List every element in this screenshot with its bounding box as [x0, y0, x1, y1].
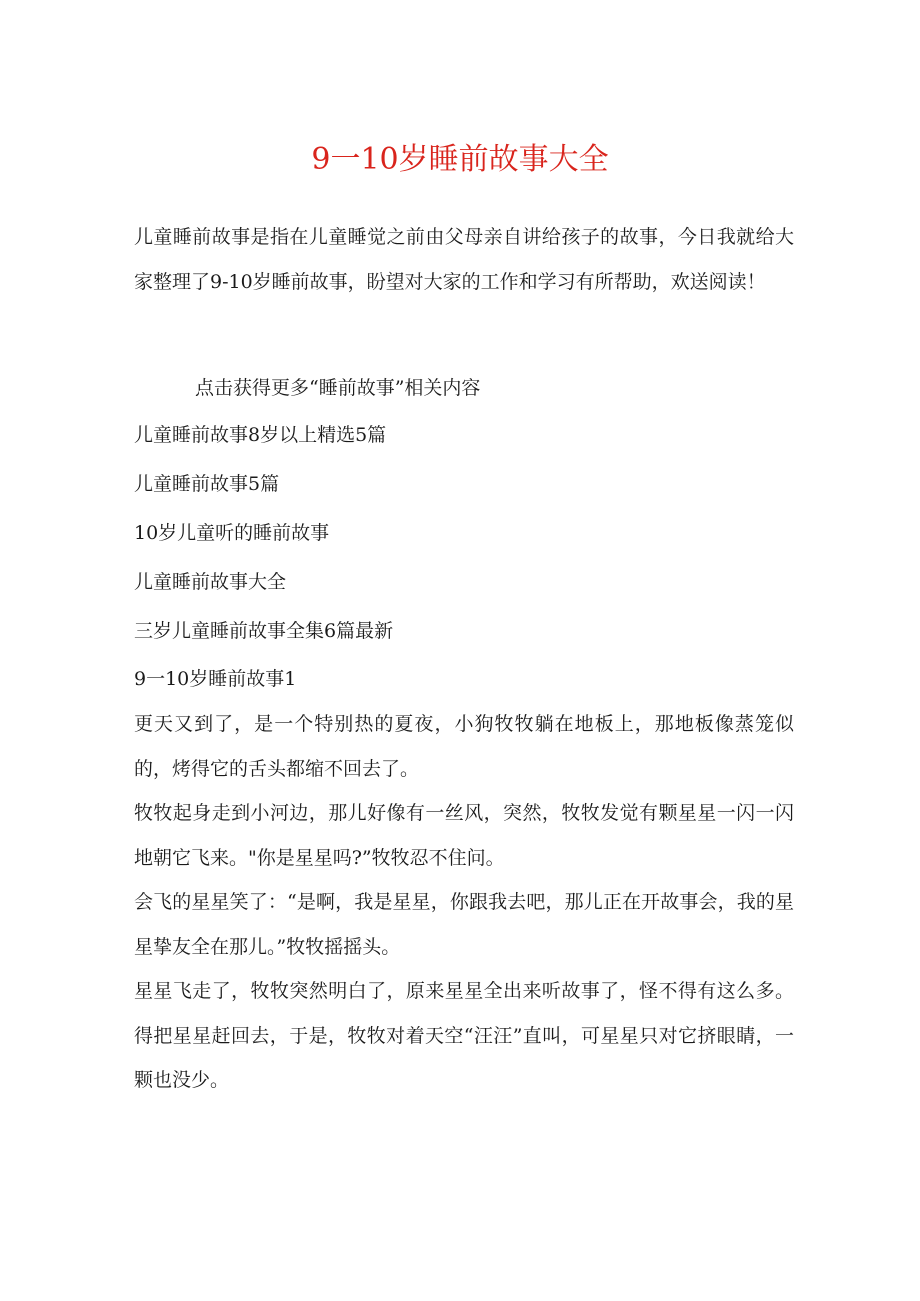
related-link[interactable]: 三岁儿童睡前故事全集6篇最新: [134, 620, 394, 642]
story-paragraph: 会飞的星星笑了：“是啊，我是星星，你跟我去吧，那儿正在开故事会，我的星星挚友全在那儿。”牧牧摇摇头。: [134, 891, 794, 958]
related-links-list: [134, 411, 794, 656]
document-body: [134, 215, 794, 1103]
related-link[interactable]: 10岁儿童听的睡前故事: [134, 522, 330, 544]
related-link[interactable]: 儿童睡前故事大全: [134, 571, 287, 593]
section-spacer: [134, 305, 794, 365]
related-heading[interactable]: 点击获得更多“睡前故事”相关内容: [195, 377, 481, 399]
story-paragraph: 星星飞走了，牧牧突然明白了，原来星星全出来听故事了，怪不得有这么多。得把星星赶回去，于是，牧牧对着天空“汪汪”直叫，可星星只对它挤眼睛，一颗也没少。: [134, 980, 794, 1091]
related-link[interactable]: 儿童睡前故事5篇: [134, 473, 280, 495]
story-paragraph: 牧牧起身走到小河边，那儿好像有一丝风，突然，牧牧发觉有颗星星一闪一闪地朝它飞来。"你是星星吗?”牧牧忍不住问。: [134, 802, 794, 869]
intro-paragraph: 儿童睡前故事是指在儿童睡觉之前由父母亲自讲给孩子的故事，今日我就给大家整理了9-10岁睡前故事，盼望对大家的工作和学习有所帮助，欢送阅读！: [134, 226, 794, 293]
document-title: 9一10岁睡前故事大全: [311, 142, 609, 177]
story-paragraph: 更天又到了，是一个特别热的夏夜，小狗牧牧躺在地板上，那地板像蒸笼似的，烤得它的舌头都缩不回去了。: [134, 713, 794, 780]
story-title: 9一10岁睡前故事1: [134, 668, 297, 690]
related-link[interactable]: 儿童睡前故事8岁以上精选5篇: [134, 424, 387, 446]
